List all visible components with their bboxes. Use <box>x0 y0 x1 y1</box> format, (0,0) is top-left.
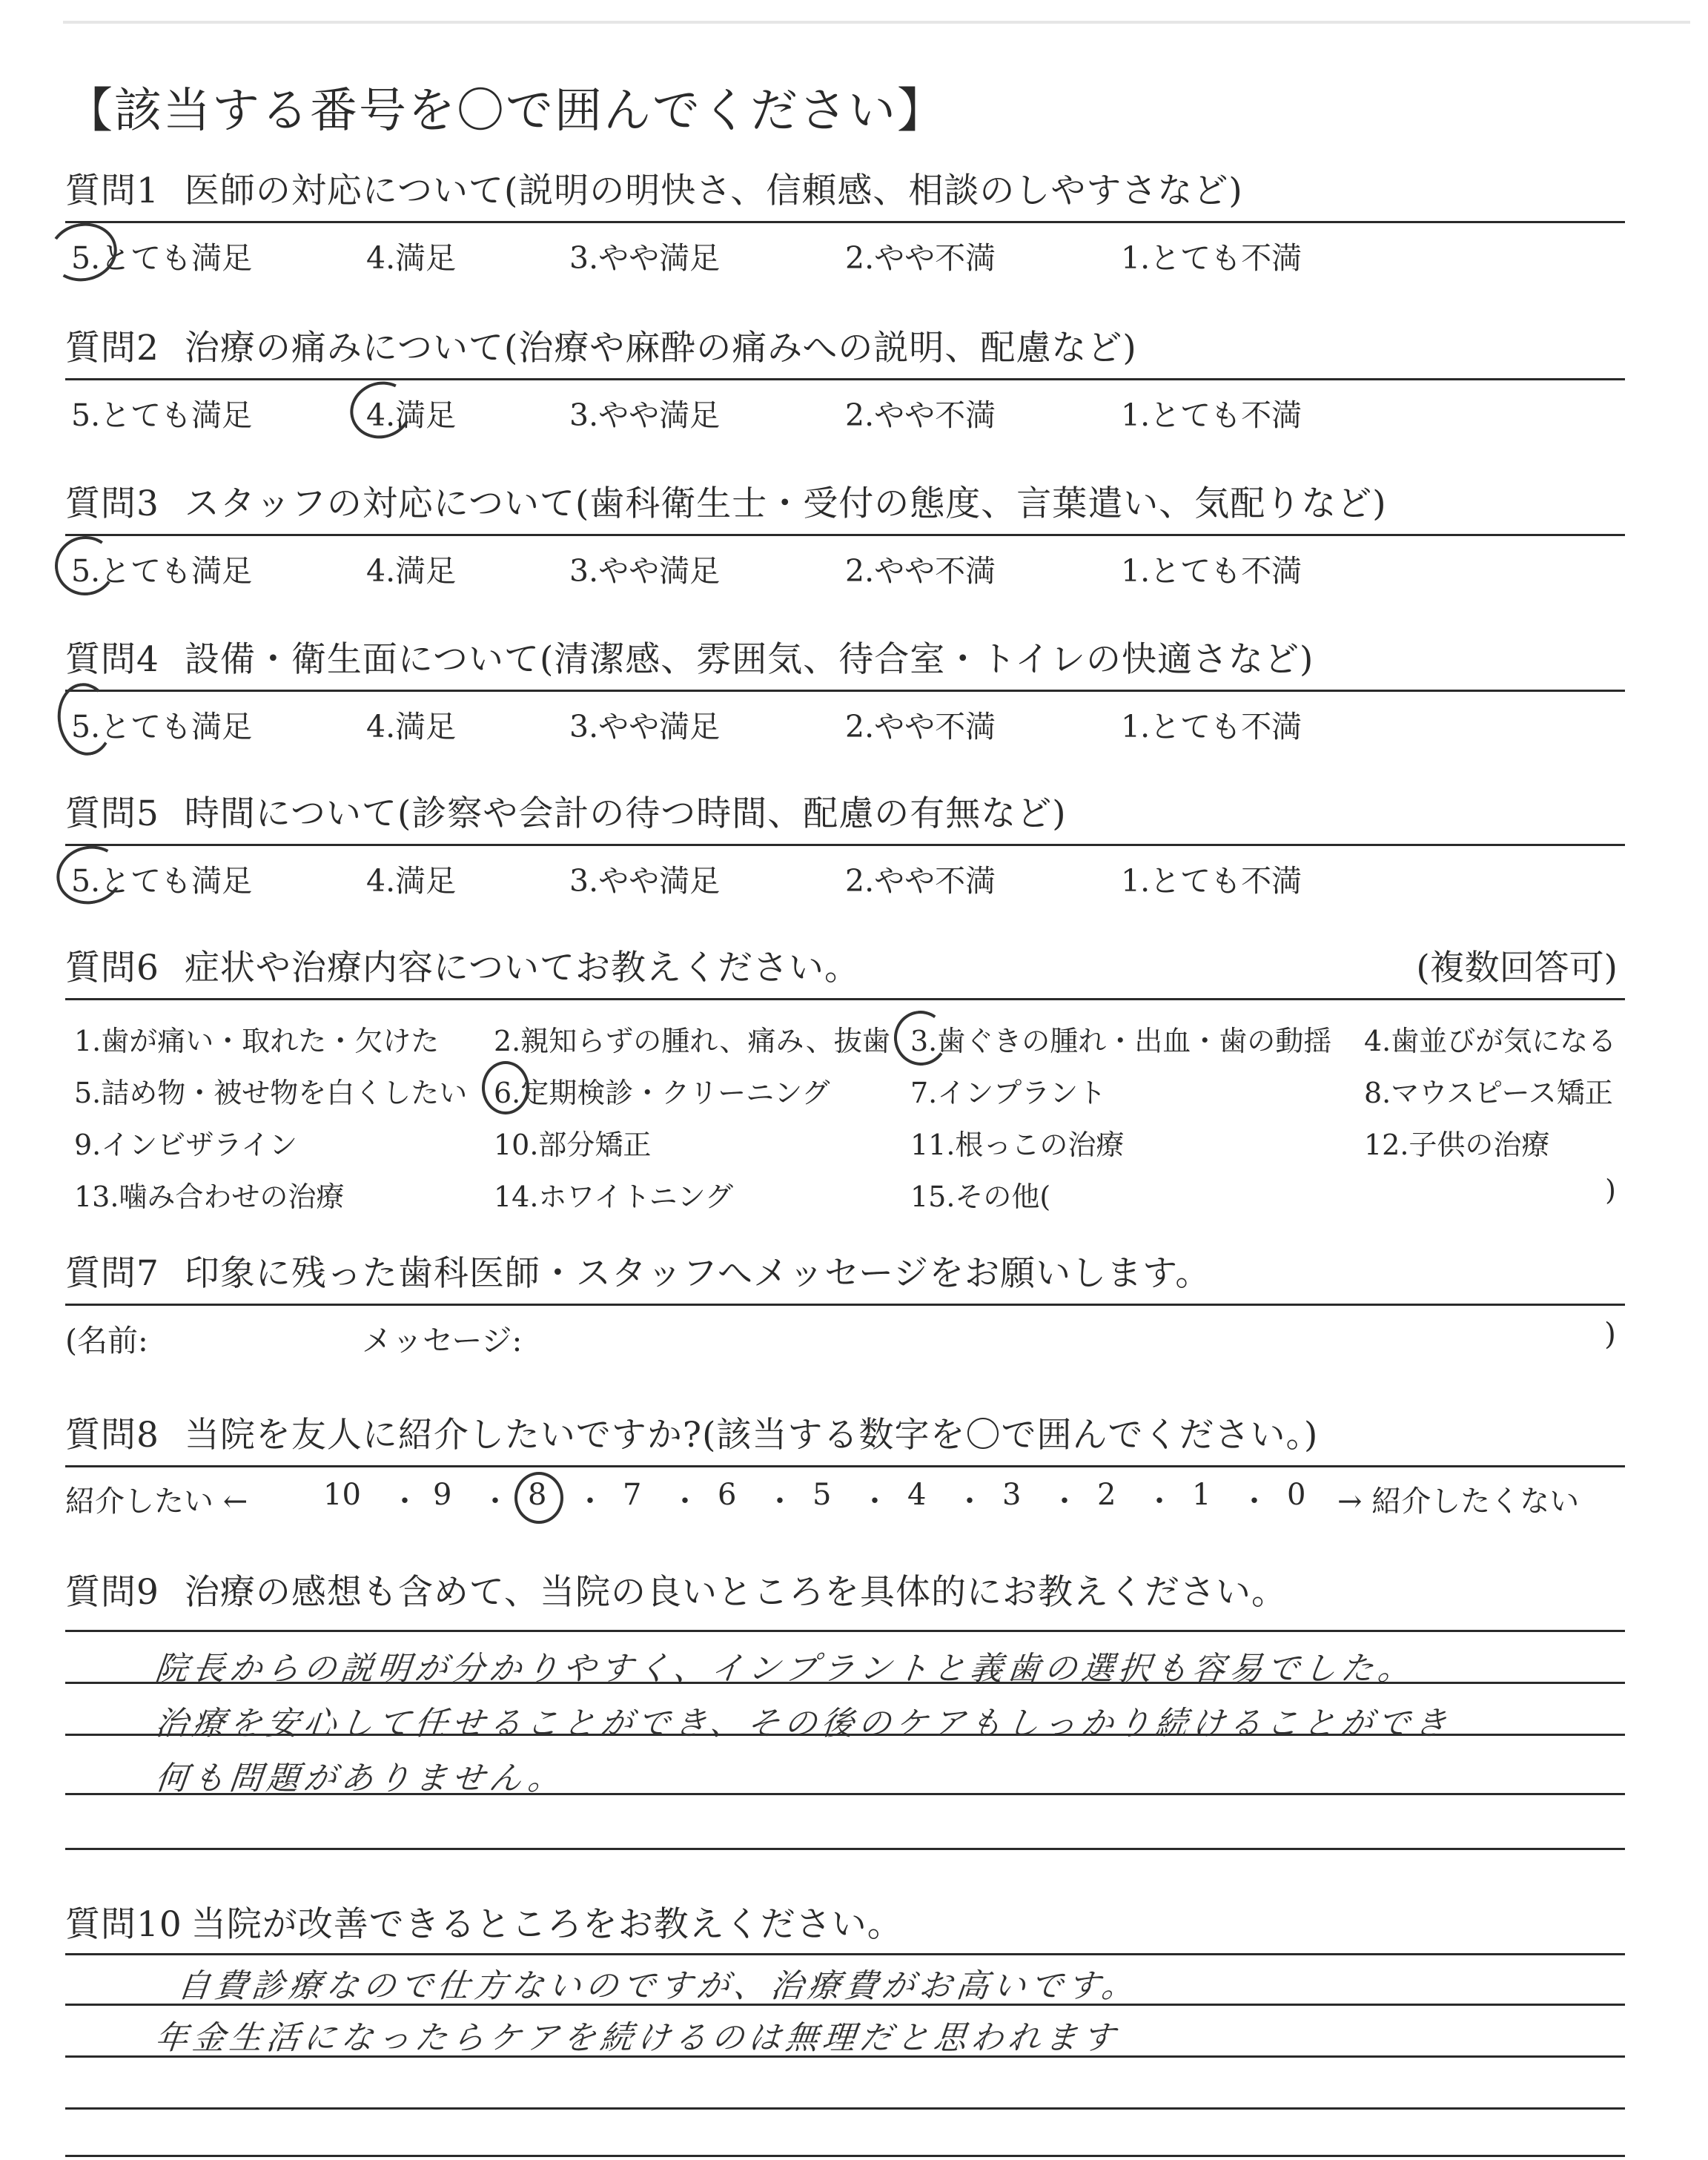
question-number: 質問6 <box>65 948 159 988</box>
top-edge-line <box>63 21 1690 24</box>
scale-dot: ・ <box>670 1484 700 1519</box>
treatment-option[interactable]: 10.部分矯正 <box>494 1129 652 1161</box>
option-3[interactable]: 3.やや満足 <box>569 709 721 744</box>
question-5 <box>65 792 1625 899</box>
answer-line <box>65 2155 1625 2157</box>
option-5[interactable]: 5.とても満足 <box>71 397 253 433</box>
question-number: 質問7 <box>65 1253 159 1294</box>
divider <box>65 378 1625 380</box>
question-6 <box>65 946 1625 1233</box>
rating-options <box>65 228 1625 276</box>
question-text: 治療の感想も含めて、当院の良いところを具体的にお教えください。 <box>184 1572 1287 1613</box>
option-3[interactable]: 3.やや満足 <box>569 240 721 276</box>
divider <box>65 534 1625 536</box>
scale-value-9[interactable]: 9 <box>433 1478 452 1512</box>
question-number: 質問10 <box>65 1904 182 1945</box>
treatment-option[interactable]: 8.マウスピース矯正 <box>1364 1077 1613 1109</box>
rating-options <box>65 851 1625 899</box>
treatment-option[interactable]: 5.詰め物・被せ物を白くしたい <box>74 1077 468 1109</box>
treatment-option[interactable]: 12.子供の治療 <box>1364 1129 1550 1161</box>
recommend-scale <box>65 1475 1625 1519</box>
question-text: 印象に残った歯科医師・スタッフへメッセージをお願いします。 <box>184 1253 1211 1294</box>
divider <box>65 1465 1625 1467</box>
question-number: 質問3 <box>65 483 159 524</box>
scale-left-label: 紹介したい ← <box>65 1484 248 1519</box>
option-5[interactable]: 5.とても満足 <box>71 863 253 899</box>
answer-line <box>65 2107 1625 2110</box>
treatment-option[interactable]: 11.根っこの治療 <box>910 1129 1125 1161</box>
question-2 <box>65 326 1625 433</box>
question-text: 症状や治療内容についてお教えください。 <box>184 948 860 988</box>
treatment-option[interactable]: 9.インビザライン <box>74 1129 298 1161</box>
question-text: 時間について(診察や会計の待つ時間、配慮の有無など) <box>184 793 1067 834</box>
option-2[interactable]: 2.やや不満 <box>845 863 996 899</box>
scale-right-label: → 紹介したくない <box>1337 1484 1580 1519</box>
message-row <box>65 1310 1625 1358</box>
scale-dot: ・ <box>955 1484 984 1519</box>
question-number: 質問5 <box>65 793 159 834</box>
question-8 <box>65 1413 1625 1519</box>
question-number: 質問2 <box>65 328 159 369</box>
scale-dot: ・ <box>860 1484 890 1519</box>
handwritten-answer: 年金生活になったらケアを続けるのは無理だと思われます <box>153 2019 1122 2057</box>
question-number: 質問1 <box>65 171 159 211</box>
treatment-option[interactable]: 3.歯ぐきの腫れ・出血・歯の動揺 <box>910 1025 1332 1057</box>
scale-value-2[interactable]: 2 <box>1097 1478 1116 1512</box>
question-text: 治療の痛みについて(治療や麻酔の痛みへの説明、配慮など) <box>184 328 1137 369</box>
option-5[interactable]: 5.とても満足 <box>71 553 253 589</box>
treatment-option-other[interactable]: 15.その他( <box>910 1180 1051 1213</box>
option-2[interactable]: 2.やや不満 <box>845 553 996 589</box>
scale-value-6[interactable]: 6 <box>718 1478 737 1512</box>
question-text: 医師の対応について(説明の明快さ、信頼感、相談のしやすさなど) <box>184 171 1243 211</box>
scale-value-5[interactable]: 5 <box>812 1478 832 1512</box>
scale-value-1[interactable]: 1 <box>1192 1478 1211 1512</box>
question-number: 質問4 <box>65 639 159 680</box>
option-1[interactable]: 1.とても不満 <box>1121 863 1302 899</box>
question-number: 質問9 <box>65 1572 159 1613</box>
treatment-options <box>65 1011 1625 1233</box>
divider <box>65 690 1625 692</box>
option-3[interactable]: 3.やや満足 <box>569 553 721 589</box>
divider <box>65 998 1625 1000</box>
scale-value-4[interactable]: 4 <box>907 1478 927 1512</box>
scale-value-0[interactable]: 0 <box>1287 1478 1306 1512</box>
treatment-option[interactable]: 6.定期検診・クリーニング <box>494 1077 830 1109</box>
treatment-option[interactable]: 1.歯が痛い・取れた・欠けた <box>74 1025 440 1057</box>
handwritten-answer: 治療を安心して任せることができ、その後のケアもしっかり続けることができ <box>153 1705 1454 1743</box>
question-9 <box>65 1571 1625 1615</box>
treatment-option[interactable]: 7.インプラント <box>910 1077 1107 1109</box>
scale-dot: ・ <box>575 1484 605 1519</box>
close-paren: ) <box>1605 1174 1616 1206</box>
question-text: 設備・衛生面について(清潔感、雰囲気、待合室・トイレの快適さなど) <box>184 639 1314 680</box>
question-number: 質問8 <box>65 1415 159 1456</box>
scale-dot: ・ <box>1050 1484 1079 1519</box>
message-label[interactable]: メッセージ: <box>362 1323 523 1358</box>
scale-value-8[interactable]: 8 <box>528 1478 547 1512</box>
option-2[interactable]: 2.やや不満 <box>845 397 996 433</box>
option-4[interactable]: 4.満足 <box>366 709 457 744</box>
option-1[interactable]: 1.とても不満 <box>1121 709 1302 744</box>
handwritten-answer: 何も問題がありません。 <box>153 1760 567 1797</box>
divider <box>65 221 1625 223</box>
scale-value-7[interactable]: 7 <box>623 1478 642 1512</box>
handwritten-answer: 自費診療なので仕方ないのですが、治療費がお高いです。 <box>175 1967 1141 2005</box>
option-4[interactable]: 4.満足 <box>366 553 457 589</box>
scale-value-3[interactable]: 3 <box>1002 1478 1022 1512</box>
question-text: 当院が改善できるところをお教えください。 <box>191 1904 903 1945</box>
option-1[interactable]: 1.とても不満 <box>1121 240 1302 276</box>
treatment-option[interactable]: 2.親知らずの腫れ、痛み、抜歯 <box>494 1025 890 1057</box>
question-4 <box>65 638 1625 744</box>
name-label[interactable]: (名前: <box>65 1323 148 1358</box>
scale-dot: ・ <box>1239 1484 1269 1519</box>
option-2[interactable]: 2.やや不満 <box>845 709 996 744</box>
option-3[interactable]: 3.やや満足 <box>569 863 721 899</box>
question-7 <box>65 1252 1625 1358</box>
option-3[interactable]: 3.やや満足 <box>569 397 721 433</box>
close-paren: ) <box>1604 1316 1616 1352</box>
scale-dot: ・ <box>480 1484 510 1519</box>
option-1[interactable]: 1.とても不満 <box>1121 397 1302 433</box>
divider <box>65 1304 1625 1306</box>
rating-options <box>65 696 1625 744</box>
option-5[interactable]: 5.とても満足 <box>71 709 253 744</box>
option-4[interactable]: 4.満足 <box>366 397 457 433</box>
question-1 <box>65 169 1625 276</box>
rating-options <box>65 541 1625 589</box>
question-text: 当院を友人に紹介したいですか?(該当する数字を〇で囲んでください。) <box>184 1415 1319 1456</box>
option-2[interactable]: 2.やや不満 <box>845 240 996 276</box>
rating-options <box>65 385 1625 433</box>
question-10 <box>65 1903 1625 1947</box>
divider <box>65 844 1625 846</box>
option-5[interactable]: 5.とても満足 <box>71 240 253 276</box>
treatment-option[interactable]: 4.歯並びが気になる <box>1364 1025 1617 1057</box>
handwritten-answer: 院長からの説明が分かりやすく、インプラントと義歯の選択も容易でした。 <box>153 1650 1417 1688</box>
option-4[interactable]: 4.満足 <box>366 863 457 899</box>
scale-dot: ・ <box>1145 1484 1174 1519</box>
answer-line <box>65 1953 1625 1955</box>
scale-dot: ・ <box>390 1484 420 1519</box>
question-3 <box>65 482 1625 589</box>
option-1[interactable]: 1.とても不満 <box>1121 553 1302 589</box>
treatment-option[interactable]: 14.ホワイトニング <box>494 1180 734 1213</box>
multiple-answers-note: (複数回答可) <box>1416 948 1618 988</box>
question-text: スタッフの対応について(歯科衛生士・受付の態度、言葉遣い、気配りなど) <box>184 483 1387 524</box>
answer-line <box>65 1848 1625 1850</box>
treatment-option[interactable]: 13.噛み合わせの治療 <box>74 1180 345 1213</box>
option-4[interactable]: 4.満足 <box>366 240 457 276</box>
answer-line <box>65 1630 1625 1632</box>
page-title: 【該当する番号を〇で囲んでください】 <box>65 84 946 139</box>
scale-dot: ・ <box>765 1484 795 1519</box>
scale-value-10[interactable]: 10 <box>323 1478 361 1512</box>
